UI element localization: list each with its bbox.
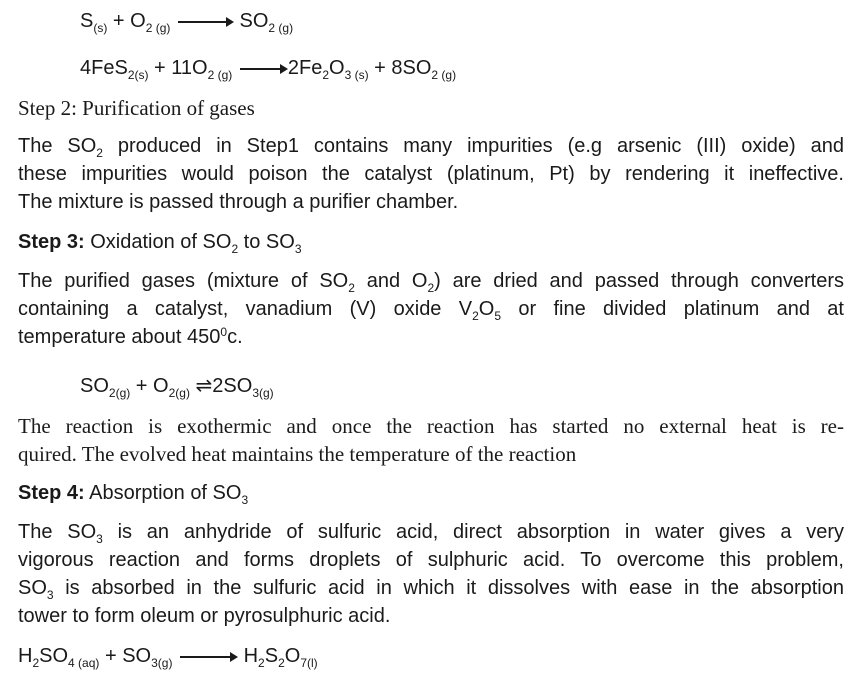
eq-term: H — [243, 645, 259, 667]
eq-subscript: 2(s) — [127, 68, 149, 82]
eq-subscript: 2 — [322, 68, 330, 82]
equilibrium-arrow-icon: ⇌ — [195, 375, 213, 397]
eq-subscript: (s) — [93, 21, 108, 35]
paragraph-absorption-line3: $SO_3$ is absorbed in the sulfuric acid in which it dissolves with ease in the absorption — [18, 577, 844, 602]
step4-heading: Step 4: Absorption of $SO_3$ — [18, 482, 249, 507]
equation-contact-process — [80, 373, 274, 398]
right-arrow-icon — [240, 68, 286, 70]
eq-subscript: 2 — [32, 656, 40, 670]
eq-subscript: 3 (s) — [344, 68, 369, 82]
paragraph-oxidation-line1: The purified gases (mixture of $SO_2$ and $O_2$) are dried and passed through converters — [18, 270, 845, 295]
eq-term: SO — [39, 645, 69, 667]
step3-heading: Step 3: Oxidation of $SO_2$ to $SO_3$ — [18, 231, 302, 256]
eq-term: S — [264, 645, 279, 667]
eq-subscript: 3(g) — [252, 386, 274, 400]
paragraph-oxidation-line3: temperature about $450^0c$. — [18, 325, 243, 348]
eq-subscript: 2 (g) — [268, 21, 294, 35]
paragraph-purification-line2: these impurities would poison the catalyst (platinum, Pt) by rendering it ineffective. — [18, 163, 844, 185]
paragraph-exothermic-line1: The reaction is exothermic and once the reaction has started no external heat is re- — [18, 414, 844, 438]
right-arrow-icon — [180, 656, 236, 658]
eq-subscript: 2(g) — [108, 386, 131, 400]
eq-term: 2SO — [212, 375, 253, 397]
eq-term: H — [18, 645, 33, 667]
paragraph-absorption-line1: The $SO_3$ is an anhydride of sulfuric acid, direct absorption in water gives a very — [18, 521, 845, 546]
eq-term: SO — [80, 375, 109, 397]
step2-heading: Step 2: Purification of gases — [18, 96, 255, 120]
paragraph-purification-line1: The $SO_2$ produced in Step1 contains many impurities (e.g arsenic (III) oxide) and — [18, 135, 844, 160]
eq-term: 4FeS — [80, 57, 128, 79]
paragraph-oxidation-line2: containing a catalyst, vanadium (V) oxide $V_2O_5$ or fine divided platinum and at — [18, 298, 844, 323]
eq-subscript: 2 — [258, 656, 265, 670]
eq-subscript: 2 — [278, 656, 285, 670]
right-arrow-icon — [178, 21, 232, 23]
eq-term: + 11O — [148, 57, 208, 79]
eq-term: O — [284, 645, 301, 667]
eq-subscript: 2 (g) — [145, 21, 171, 35]
paragraph-absorption-line2: vigorous reaction and forms droplets of sulphuric acid. To overcome this problem, — [18, 549, 844, 571]
eq-term: S — [80, 10, 94, 32]
eq-term: + O — [130, 375, 169, 397]
eq-term: O — [329, 57, 345, 79]
eq-term: 2Fe — [287, 57, 323, 79]
eq-subscript: 4 (aq) — [68, 656, 100, 670]
eq-subscript: 7(l) — [300, 656, 318, 670]
eq-term: + O — [107, 10, 146, 32]
eq-subscript: 2 (g) — [431, 68, 457, 82]
paragraph-purification-line3: The mixture is passed through a purifier chamber. — [18, 191, 459, 213]
eq-subscript: 2(g) — [168, 386, 190, 400]
eq-term: SO — [239, 10, 269, 32]
paragraph-absorption-line4: tower to form oleum or pyrosulphuric acid. — [18, 605, 391, 627]
equation-sulfur-combustion — [80, 10, 293, 33]
paragraph-exothermic-line2: quired. The evolved heat maintains the temperature of the reaction — [18, 442, 577, 466]
eq-subscript: 3(g) — [151, 656, 173, 670]
equation-pyrite-roasting — [80, 57, 456, 80]
eq-subscript: 2 (g) — [207, 68, 233, 82]
eq-term: + SO — [99, 645, 152, 667]
equation-oleum-formation — [18, 645, 318, 668]
eq-term: + 8SO — [368, 57, 432, 79]
